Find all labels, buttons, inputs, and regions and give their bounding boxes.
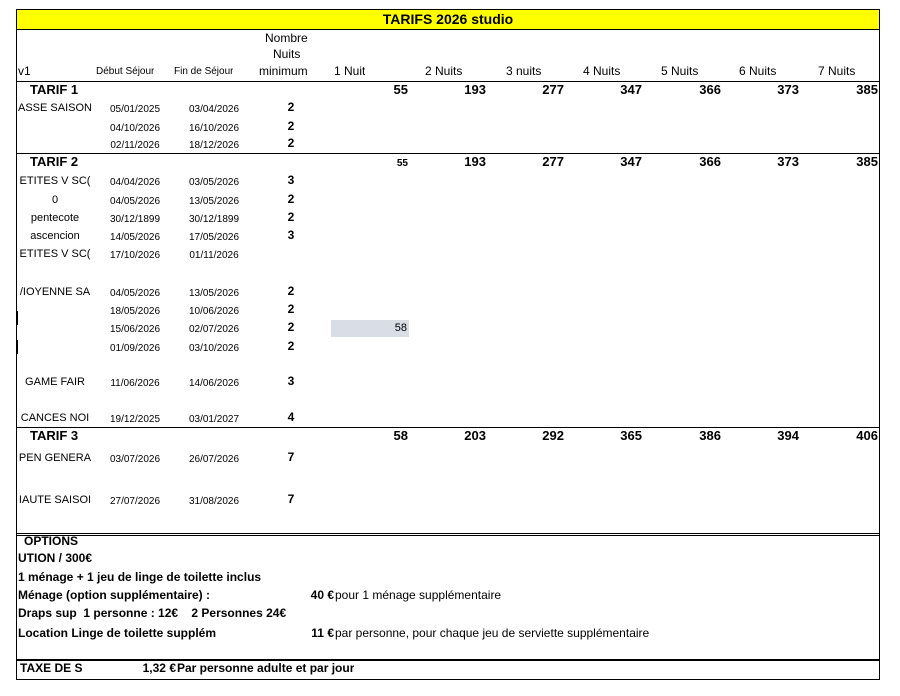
tarif2-row-min: 3 <box>287 374 295 388</box>
tarif1-row-end: 03/04/2026 <box>188 104 240 115</box>
tarif1-row-label: ASSE SAISON <box>18 102 92 114</box>
header-2-nuits: 2 Nuits <box>425 64 463 78</box>
tarif2-row-min: 2 <box>287 210 295 224</box>
tarif3-row-label: PEN GENERA <box>18 452 92 464</box>
options-menage-price: 40 € <box>310 588 334 602</box>
taxe-desc: Par personne adulte et par jour <box>177 661 355 675</box>
tarif3-price-3: 292 <box>542 428 564 443</box>
tarif3-row-end: 26/07/2026 <box>188 454 240 465</box>
tarif2-price-6: 373 <box>777 154 799 169</box>
tarif3-price-7: 406 <box>856 428 878 443</box>
tarif2-row-end: 17/05/2026 <box>188 232 240 243</box>
row-edge-mark <box>16 311 18 325</box>
tarif3-row-start: 27/07/2026 <box>109 496 161 507</box>
tarif2-price-1: 55 <box>396 158 408 169</box>
tarif2-row-min: 2 <box>287 339 295 353</box>
header-7-nuits: 7 Nuits <box>818 64 856 78</box>
tarif1-price-6: 373 <box>777 82 799 97</box>
tarif2-row-min: 3 <box>287 173 295 187</box>
taxe-label: TAXE DE S <box>20 661 83 675</box>
tarifs-sheet <box>16 9 880 679</box>
row-edge-mark <box>16 340 18 354</box>
tarif2-row-label: GAME FAIR <box>25 376 85 388</box>
tarif1-row-end: 18/12/2026 <box>188 140 240 151</box>
tarif1-price-7: 385 <box>856 82 878 97</box>
header-6-nuits: 6 Nuits <box>739 64 777 78</box>
tarif2-row-start: 04/05/2026 <box>109 288 161 299</box>
tarif2-row-end: 10/06/2026 <box>188 306 240 317</box>
tarif2-row-start: 15/06/2026 <box>109 324 161 335</box>
tarif2-row-start: 04/05/2026 <box>109 196 161 207</box>
header-3-nuits: 3 nuits <box>506 64 542 78</box>
tarif2-row-start: 14/05/2026 <box>109 232 161 243</box>
tarif2-row-end: 14/06/2026 <box>188 378 240 389</box>
tarif2-row-end: 02/07/2026 <box>188 324 240 335</box>
tarif1-price-4: 347 <box>620 82 642 97</box>
tarif2-row-end: 03/10/2026 <box>188 343 240 354</box>
tarif1-row-min: 2 <box>287 100 295 114</box>
tarif2-row-min: 4 <box>287 410 295 424</box>
header-4-nuits: 4 Nuits <box>583 64 621 78</box>
tarif2-row-start: 11/06/2026 <box>110 378 160 389</box>
tarif2-row-end: 30/12/1899 <box>188 214 240 225</box>
tarif1-price-5: 366 <box>699 82 721 97</box>
tarif2-row-min: 2 <box>287 320 295 334</box>
tarif2-row-min: 2 <box>287 302 295 316</box>
options-linge-label: Location Linge de toilette supplém <box>18 626 217 640</box>
selected-cell-value[interactable]: 58 <box>394 322 407 334</box>
tarif2-row-label: CANCES NOI <box>20 412 90 424</box>
header-1-nuit: 1 Nuit <box>334 64 366 78</box>
options-draps: Draps sup 1 personne : 12€ 2 Personnes 24€ <box>18 606 287 620</box>
tarif2-row-label: ETITES V SC( <box>19 175 91 187</box>
header-debut: Début Séjour <box>96 66 155 77</box>
tarif1-row-start: 04/10/2026 <box>109 123 161 134</box>
tarif2-price-7: 385 <box>856 154 878 169</box>
tarif2-row-start: 30/12/1899 <box>109 214 161 225</box>
header-min-2: Nuits <box>273 47 301 61</box>
tarif3-row-end: 31/08/2026 <box>188 496 240 507</box>
tarif3-price-1: 58 <box>393 428 408 443</box>
options-linge-desc: par personne, pour chaque jeu de serviette supplémentaire <box>335 626 650 640</box>
tarif2-price-3: 277 <box>542 154 564 169</box>
tarif2-title: TARIF 2 <box>30 154 79 169</box>
header-v1: v1 <box>18 64 31 78</box>
tarif2-price-2: 193 <box>464 154 486 169</box>
tarif2-row-end: 13/05/2026 <box>188 196 240 207</box>
tarif1-title: TARIF 1 <box>30 82 79 97</box>
tarif3-row-start: 03/07/2026 <box>109 454 161 465</box>
header-min-3: minimum <box>259 64 308 78</box>
tarif2-price-4: 347 <box>620 154 642 169</box>
tarif3-row-min: 7 <box>287 492 295 506</box>
tarif2-row-start: 19/12/2025 <box>109 414 161 425</box>
header-fin: Fin de Séjour <box>174 66 234 77</box>
tarif2-row-label: pentecote <box>30 212 80 224</box>
tarif2-row-label: /IOYENNE SA <box>19 286 91 298</box>
tarif2-row-end: 03/01/2027 <box>188 414 240 425</box>
options-title: OPTIONS <box>24 534 79 548</box>
options-linge-price: 11 € <box>311 626 334 640</box>
options-menage-desc: pour 1 ménage supplémentaire <box>335 588 502 602</box>
tarif1-price-1: 55 <box>393 82 408 97</box>
tarif2-row-end: 03/05/2026 <box>188 177 240 188</box>
sheet-title: TARIFS 2026 studio <box>16 9 880 30</box>
tarif2-row-min: 2 <box>287 192 295 206</box>
tarif3-price-6: 394 <box>777 428 799 443</box>
tarif3-price-4: 365 <box>620 428 642 443</box>
header-5-nuits: 5 Nuits <box>661 64 699 78</box>
tarif2-row-start: 17/10/2026 <box>109 250 161 261</box>
tarif2-row-label: ascencion <box>30 230 80 242</box>
tarif1-price-3: 277 <box>542 82 564 97</box>
tarif3-title: TARIF 3 <box>30 428 79 443</box>
tarif2-row-label: ETITES V SC( <box>19 248 91 260</box>
tarif2-row-end: 01/11/2026 <box>189 250 239 261</box>
tarif1-row-start: 05/01/2025 <box>109 104 161 115</box>
tarif2-row-start: 01/09/2026 <box>109 343 161 354</box>
header-min-1: Nombre <box>265 31 308 45</box>
tarif3-row-min: 7 <box>287 450 295 464</box>
tarif1-row-end: 16/10/2026 <box>188 123 240 134</box>
tarif1-row-min: 2 <box>287 119 295 133</box>
tarif2-row-label: 0 <box>51 194 59 206</box>
tarif1-row-start: 02/11/2026 <box>110 140 160 151</box>
tarif2-row-min: 3 <box>287 228 295 242</box>
options-caution: UTION / 300€ <box>18 551 93 565</box>
tarif3-price-2: 203 <box>464 428 486 443</box>
tarif2-row-min: 2 <box>287 284 295 298</box>
options-menage-label: Ménage (option supplémentaire) : <box>18 588 211 602</box>
taxe-price: 1,32 € <box>142 661 176 675</box>
options-inclus: 1 ménage + 1 jeu de linge de toilette inclus <box>18 570 262 584</box>
tarif2-price-5: 366 <box>699 154 721 169</box>
tarif1-row-min: 2 <box>287 136 295 150</box>
tarif1-price-2: 193 <box>464 82 486 97</box>
tarif3-price-5: 386 <box>699 428 721 443</box>
tarif2-row-end: 13/05/2026 <box>188 288 240 299</box>
tarif2-row-start: 18/05/2026 <box>109 306 161 317</box>
tarif2-row-start: 04/04/2026 <box>109 177 161 188</box>
tarif3-row-label: IAUTE SAISOI <box>18 494 92 506</box>
